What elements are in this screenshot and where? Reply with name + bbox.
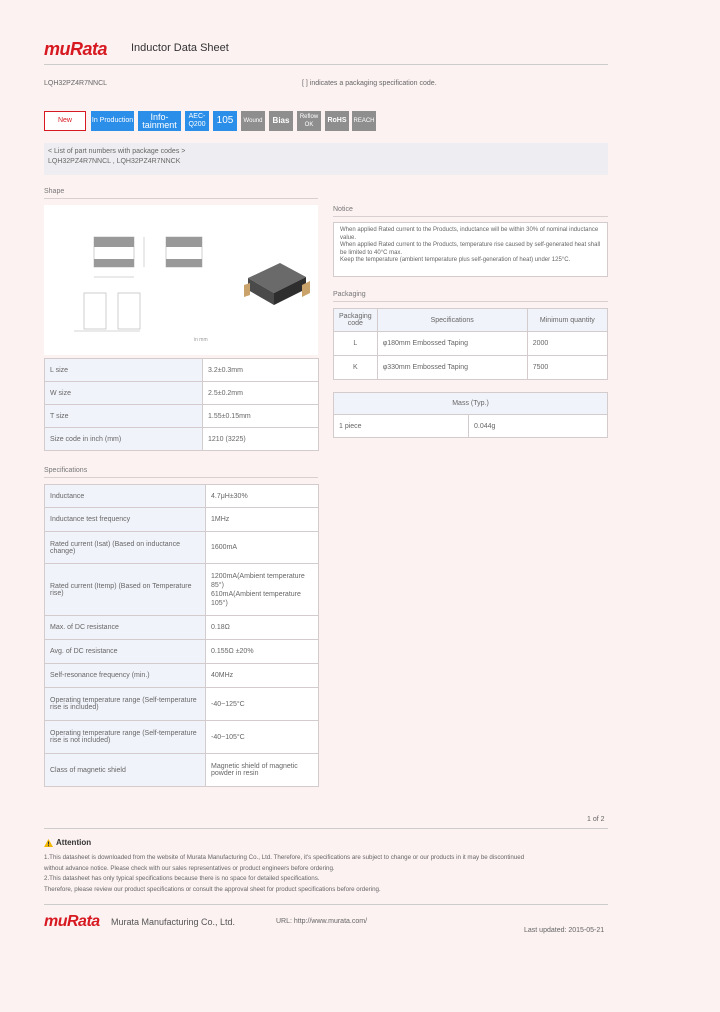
table-row bbox=[334, 332, 608, 356]
specifications-section-title: Specifications bbox=[44, 467, 318, 478]
shape-value: 2.5±0.2mm bbox=[203, 382, 319, 405]
table-row bbox=[45, 688, 319, 721]
3d-terminal-left bbox=[244, 283, 250, 297]
side-view-electrode-bottom bbox=[166, 259, 202, 267]
page-rule bbox=[44, 828, 608, 829]
bottom-left-terminal bbox=[84, 293, 106, 329]
spec-value: 0.155Ω ±20% bbox=[206, 640, 319, 664]
title-rule bbox=[44, 64, 608, 65]
infotainment-badge bbox=[138, 111, 181, 131]
footer-murata-logo: muRata bbox=[44, 913, 100, 930]
packaging-qty: 7500 bbox=[527, 356, 607, 380]
column-header: Specifications bbox=[377, 309, 527, 332]
part-number: LQH32PZ4R7NNCL bbox=[44, 80, 108, 87]
reach-badge: REACH bbox=[352, 111, 376, 131]
table-row bbox=[334, 415, 608, 438]
spec-value: 1200mA(Ambient temperature 85°) 610mA(Ambient temperature 105°) bbox=[206, 564, 319, 616]
table-row bbox=[45, 485, 319, 508]
notice-text: When applied Rated current to the Products, inductance will be within 30% of nominal inductance value. When applied Rated current to the Products, temperature rise caused by self-generated heat shall be limited to 40°C max. Keep the temperature (ambient temperature plus self-generation of heat) under 125°C. bbox=[340, 227, 601, 263]
table-row bbox=[45, 532, 319, 564]
table-row bbox=[334, 356, 608, 380]
column-header: Packaging code bbox=[334, 309, 378, 332]
footer-company: Murata Manufacturing Co., Ltd. bbox=[111, 917, 236, 927]
spec-label: Self-resonance frequency (min.) bbox=[45, 664, 206, 688]
table-row bbox=[45, 640, 319, 664]
aec-q200-badge bbox=[185, 111, 209, 131]
wound-badge: Wound bbox=[241, 111, 265, 131]
table-row bbox=[45, 616, 319, 640]
attention-line: 1.This datasheet is downloaded from the website of Murata Manufacturing Co., Ltd. Therefore, it's specifications are subject to change or our products in it may be discontinued bbox=[44, 854, 525, 861]
packaging-table bbox=[333, 308, 608, 380]
table-row bbox=[45, 564, 319, 616]
notice-section-title: Notice bbox=[333, 206, 608, 217]
packaging-spec: φ330mm Embossed Taping bbox=[377, 356, 527, 380]
packaging-spec: φ180mm Embossed Taping bbox=[377, 332, 527, 356]
column-header: Minimum quantity bbox=[527, 309, 607, 332]
mass-value: 0.044g bbox=[469, 415, 608, 438]
mass-label: 1 piece bbox=[334, 415, 469, 438]
rohs-badge: RoHS bbox=[325, 111, 349, 131]
spec-value: 40MHz bbox=[206, 664, 319, 688]
spec-label: Inductance test frequency bbox=[45, 508, 206, 532]
table-row bbox=[45, 359, 319, 382]
table-row bbox=[45, 508, 319, 532]
packaging-code: K bbox=[334, 356, 378, 380]
reflow-ok-badge bbox=[297, 111, 321, 131]
table-row bbox=[45, 664, 319, 688]
infotainment-label: Info-tainment bbox=[142, 112, 177, 130]
page-title: Inductor Data Sheet bbox=[131, 42, 229, 54]
attention-header bbox=[44, 838, 91, 847]
spec-value: 1MHz bbox=[206, 508, 319, 532]
table-row bbox=[45, 754, 319, 787]
spec-value: 4.7μH±30% bbox=[206, 485, 319, 508]
shape-section-title: Shape bbox=[44, 188, 318, 199]
packaging-qty: 2000 bbox=[527, 332, 607, 356]
spec-value: Magnetic shield of magnetic powder in resin bbox=[206, 754, 319, 787]
bottom-right-terminal bbox=[118, 293, 140, 329]
spec-value: -40~105°C bbox=[206, 721, 319, 754]
top-view-electrode-top bbox=[94, 237, 134, 247]
spec-label: Rated current (Isat) (Based on inductance change) bbox=[45, 532, 206, 564]
spec-label: Inductance bbox=[45, 485, 206, 508]
shape-label: T size bbox=[45, 405, 203, 428]
table-row bbox=[45, 721, 319, 754]
packaging-code: L bbox=[334, 332, 378, 356]
spec-label: Operating temperature range (Self-temperature rise is included) bbox=[45, 688, 206, 721]
packaging-code-note: [ ] indicates a packaging specification code. bbox=[302, 80, 437, 87]
attention-text bbox=[44, 853, 624, 895]
spec-value: 0.18Ω bbox=[206, 616, 319, 640]
table-row bbox=[45, 382, 319, 405]
shape-label: W size bbox=[45, 382, 203, 405]
table-row bbox=[45, 428, 319, 451]
part-list-heading: < List of part numbers with package codes > bbox=[48, 148, 186, 155]
spec-label: Operating temperature range (Self-temperature rise is not included) bbox=[45, 721, 206, 754]
attention-line: without advance notice. Please check with our sales representatives or product engineers before ordering. bbox=[44, 864, 335, 872]
shape-label: L size bbox=[45, 359, 203, 382]
spec-label: Max. of DC resistance bbox=[45, 616, 206, 640]
attention-title: Attention bbox=[56, 838, 92, 847]
new-badge: New bbox=[44, 111, 86, 131]
in-production-badge: In Production bbox=[91, 111, 134, 131]
footer-url[interactable]: URL: http://www.murata.com/ bbox=[276, 918, 368, 925]
shape-drawing bbox=[44, 205, 318, 355]
warning-icon bbox=[44, 839, 53, 847]
top-view-electrode-bottom bbox=[94, 259, 134, 267]
specifications-table bbox=[44, 484, 319, 787]
mass-title: Mass (Typ.) bbox=[334, 393, 608, 415]
spec-label: Class of magnetic shield bbox=[45, 754, 206, 787]
footer-rule bbox=[44, 904, 608, 905]
shape-table bbox=[44, 358, 319, 451]
mass-table bbox=[333, 392, 608, 438]
spec-value: -40~125°C bbox=[206, 688, 319, 721]
attention-line: 2.This datasheet has only typical specifications because there is no space for detailed specifications. bbox=[44, 875, 320, 882]
page-number: 1 of 2 bbox=[587, 816, 605, 823]
shape-value: 3.2±0.3mm bbox=[203, 359, 319, 382]
temperature-105-badge: 105 bbox=[213, 111, 237, 131]
drawing-unit: in mm bbox=[194, 337, 208, 343]
table-header-row bbox=[334, 393, 608, 415]
aec-q200-label: AEC-Q200 bbox=[188, 113, 206, 128]
last-updated: Last updated: 2015-05-21 bbox=[524, 927, 605, 934]
shape-diagram bbox=[44, 205, 318, 355]
part-list-parts: LQH32PZ4R7NNCL , LQH32PZ4R7NNCK bbox=[48, 158, 181, 165]
shape-label: Size code in inch (mm) bbox=[45, 428, 203, 451]
notice-box bbox=[333, 222, 608, 277]
spec-label: Rated current (Itemp) (Based on Temperature rise) bbox=[45, 564, 206, 616]
part-list-box bbox=[44, 143, 608, 175]
table-header-row bbox=[334, 309, 608, 332]
shape-value: 1.55±0.15mm bbox=[203, 405, 319, 428]
bias-badge: Bias bbox=[269, 111, 293, 131]
shape-value: 1210 (3225) bbox=[203, 428, 319, 451]
table-row bbox=[45, 405, 319, 428]
side-view-electrode-top bbox=[166, 237, 202, 247]
spec-label: Avg. of DC resistance bbox=[45, 640, 206, 664]
murata-logo: muRata bbox=[44, 39, 108, 59]
packaging-section-title: Packaging bbox=[333, 291, 608, 302]
spec-value: 1600mA bbox=[206, 532, 319, 564]
reflow-ok-label: Reflow OK bbox=[299, 114, 319, 128]
attention-line: Therefore, please review our product specifications or consult the approval sheet for product specifications before ordering. bbox=[44, 885, 381, 893]
